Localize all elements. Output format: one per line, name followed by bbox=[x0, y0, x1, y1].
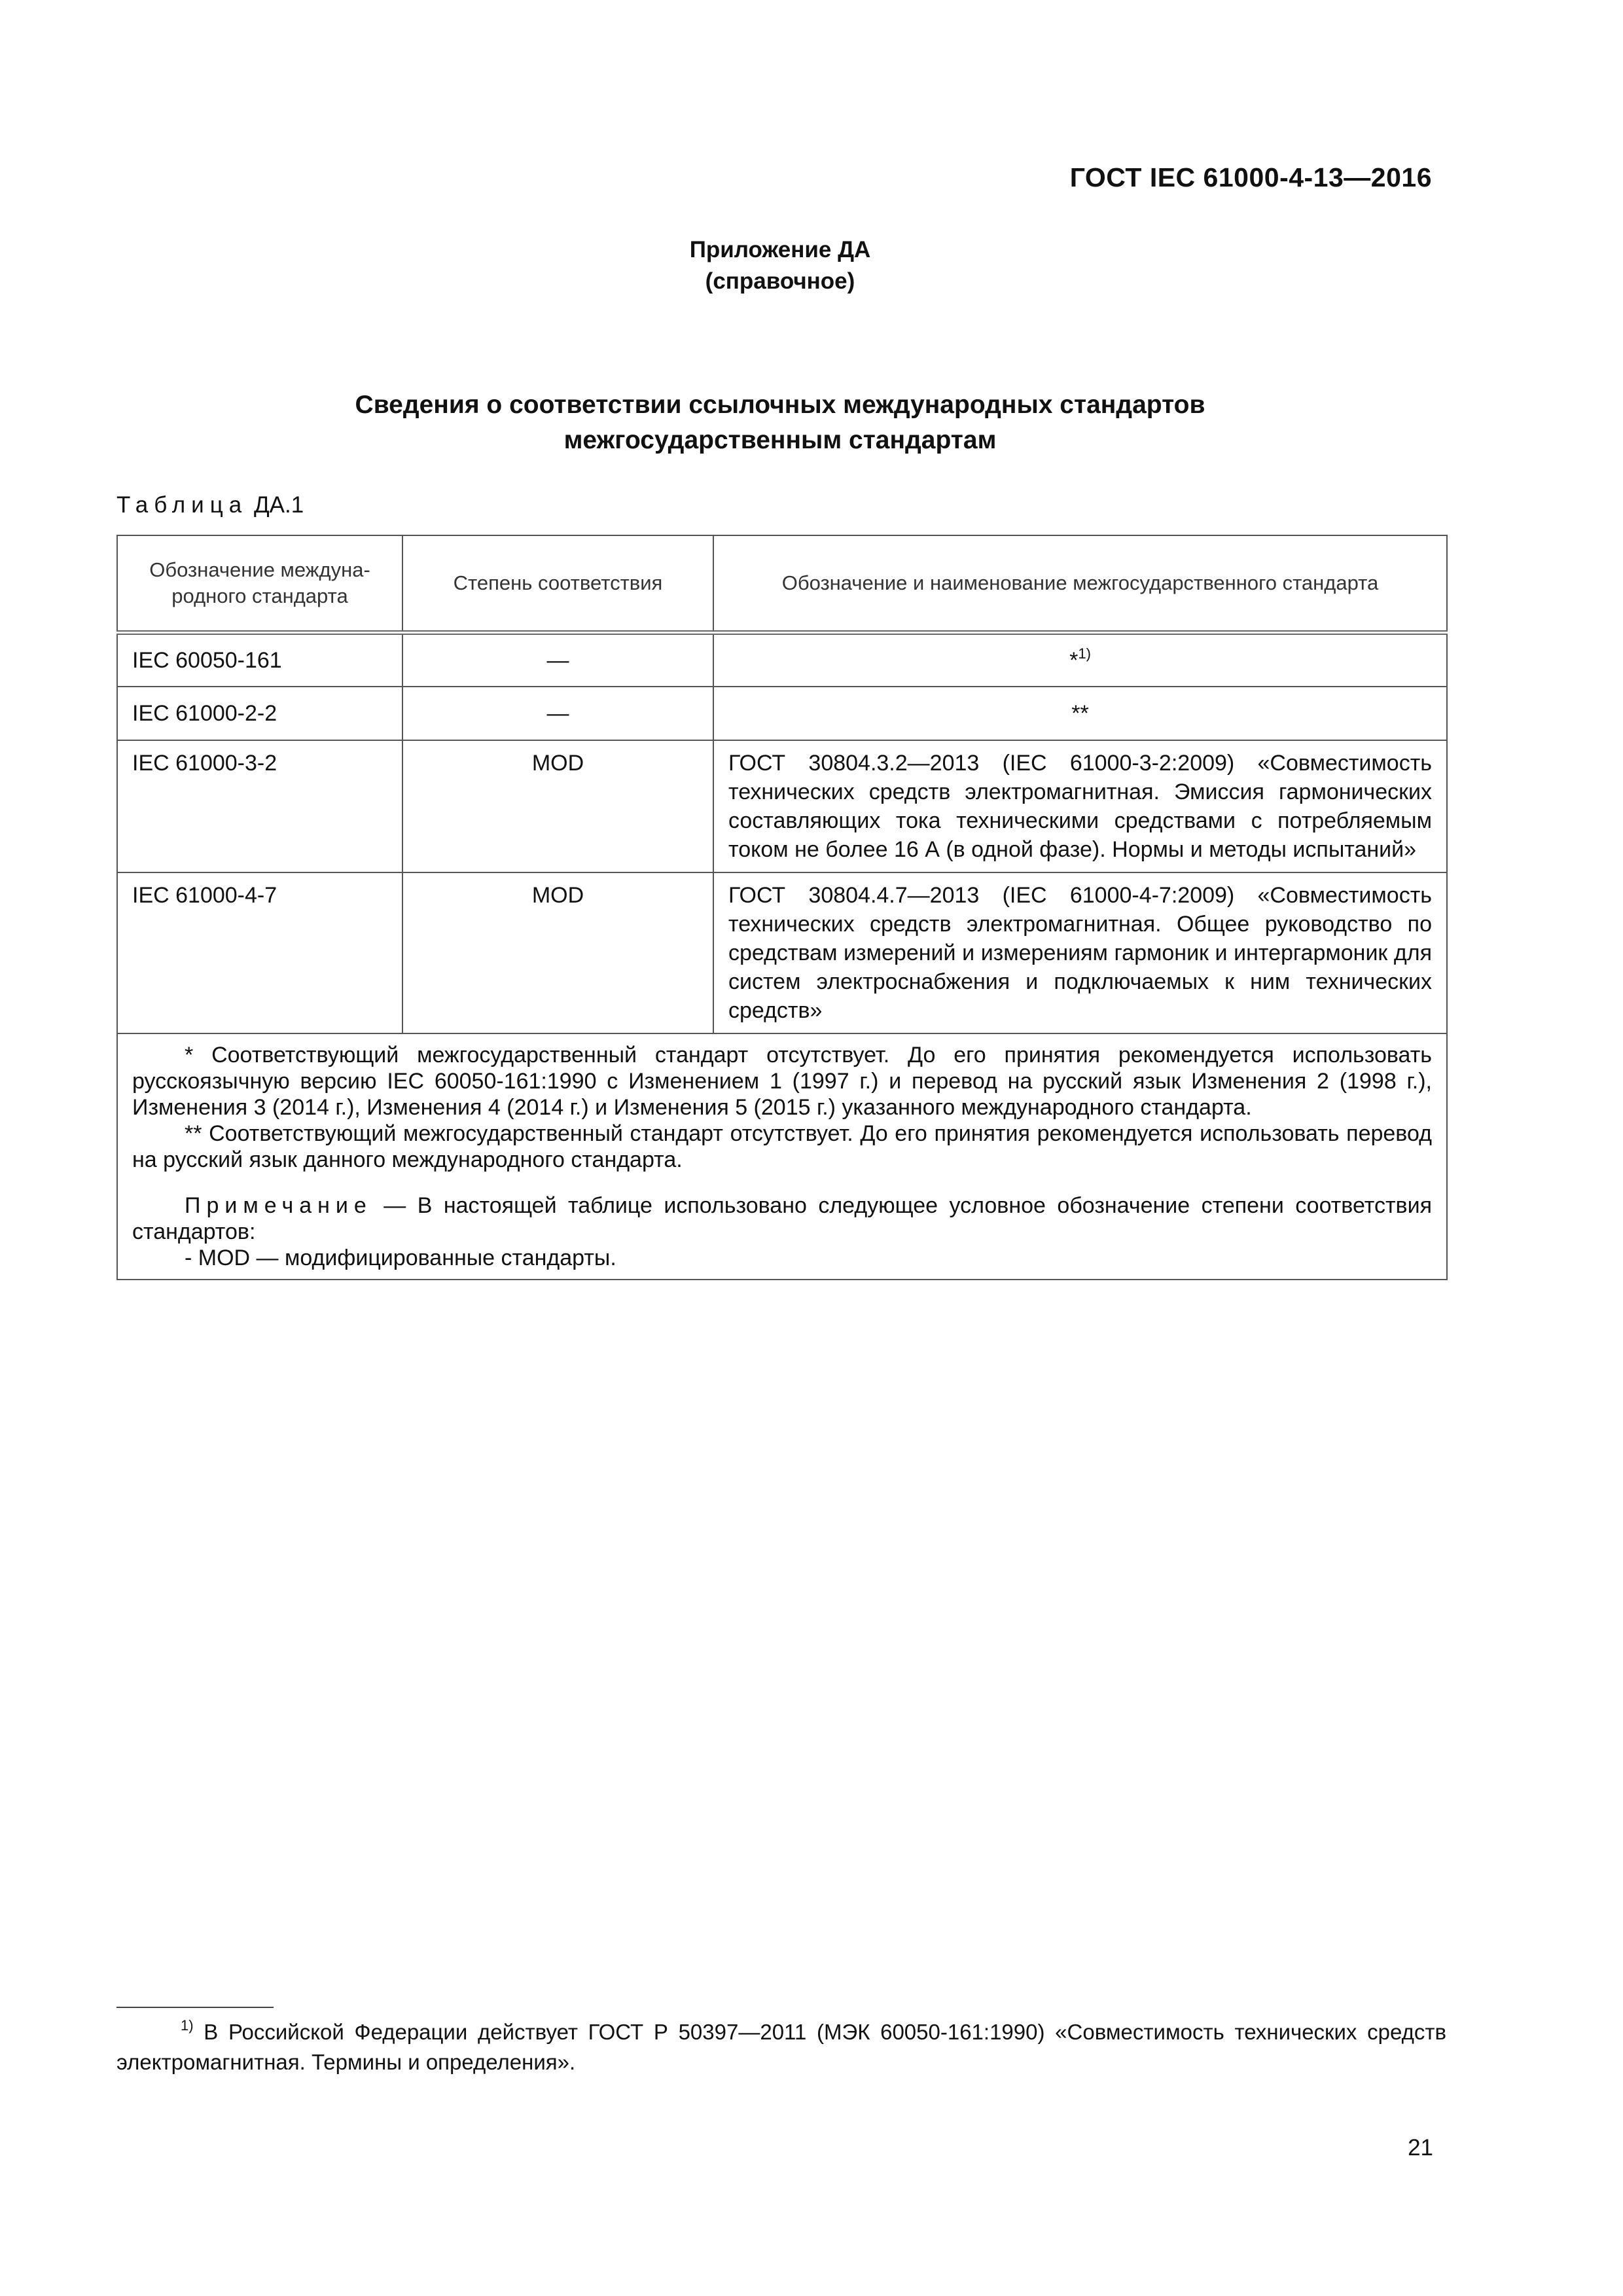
header-degree-of-correspondence: Степень соответствия bbox=[402, 535, 713, 633]
table-caption-word: Таблица bbox=[116, 492, 248, 518]
header-interstate-standard: Обозначение и наименование межгосударственного стандарта bbox=[713, 535, 1447, 633]
interstate-standard-cell: ** bbox=[713, 687, 1447, 740]
international-standard-cell: IEC 60050-161 bbox=[117, 633, 402, 687]
annex-heading bbox=[0, 234, 1560, 297]
footnote-marker: 1) bbox=[181, 2017, 194, 2034]
table-caption bbox=[116, 492, 304, 518]
footnote-text: В Российской Федерации действует ГОСТ Р 50397—2011 (МЭК 60050-161:1990) «Совместимость технических средств электромагнитная. Термины и определения». bbox=[116, 2020, 1446, 2074]
note-label: Примечание bbox=[185, 1193, 372, 1218]
double-star-note: ** Соответствующий межгосударственный стандарт отсутствует. До его принятия рекомендуется использовать перевод на русский язык данного международного стандарта. bbox=[132, 1121, 1432, 1172]
section-title-line-1: Сведения о соответствии ссылочных международных стандартов bbox=[355, 391, 1205, 419]
note-paragraph bbox=[132, 1193, 1432, 1245]
footnote-reference: 1) bbox=[1078, 645, 1091, 662]
annex-subtitle: (справочное) bbox=[705, 268, 855, 294]
interstate-standard-cell: ГОСТ 30804.4.7—2013 (IEC 61000-4-7:2009) «Совместимость технических средств электромагнитная. Общее руководство по средствам измерений и измерениям гармоник и интергармоник для систем электроснабжения и подключаемых к ним технических средств» bbox=[713, 872, 1447, 1033]
table-caption-number: ДА.1 bbox=[253, 492, 304, 518]
international-standard-cell: IEC 61000-2-2 bbox=[117, 687, 402, 740]
table-row bbox=[117, 687, 1447, 740]
section-title bbox=[0, 387, 1560, 458]
standards-correspondence-table bbox=[116, 535, 1448, 1280]
footnote-paragraph bbox=[116, 2017, 1446, 2077]
table-notes-row bbox=[117, 1033, 1447, 1280]
section-title-line-2: межгосударственным стандартам bbox=[563, 426, 997, 454]
interstate-standard-cell bbox=[713, 633, 1447, 687]
footnote bbox=[116, 2017, 1446, 2077]
footnote-divider bbox=[116, 2007, 274, 2008]
note-text: — В настоящей таблице использовано следующее условное обозначение степени соответствия стандартов: bbox=[132, 1193, 1432, 1244]
table-row bbox=[117, 872, 1447, 1033]
note-block bbox=[132, 1193, 1432, 1271]
page-number: 21 bbox=[1408, 2135, 1433, 2161]
table-notes bbox=[117, 1033, 1447, 1280]
annex-title: Приложение ДА bbox=[689, 237, 871, 262]
interstate-standard-cell: ГОСТ 30804.3.2—2013 (IEC 61000-3-2:2009) «Совместимость технических средств электромагнитная. Эмиссия гармонических составляющих тока техническими средствами с потребляемым током не более 16 А (в одной фазе). Нормы и методы испытаний» bbox=[713, 740, 1447, 872]
interstate-standard-text: * bbox=[1069, 647, 1079, 673]
table-row bbox=[117, 633, 1447, 687]
single-star-note: * Соответствующий межгосударственный стандарт отсутствует. До его принятия рекомендуется использовать русскоязычную версию IEC 60050-161:1990 с Изменением 1 (1997 г.) и перевод на русский язык Изменения 2 (1998 г.), Изменения 3 (2014 г.), Изменения 4 (2014 г.) и Изменения 5 (2015 г.) указанного международного стандарта. bbox=[132, 1042, 1432, 1120]
note-list-item: - MOD — модифицированные стандарты. bbox=[185, 1245, 616, 1270]
table-row bbox=[117, 740, 1447, 872]
degree-cell: MOD bbox=[402, 872, 713, 1033]
degree-cell: — bbox=[402, 687, 713, 740]
international-standard-cell: IEC 61000-3-2 bbox=[117, 740, 402, 872]
header-international-standard: Обозначение междуна-родного стандарта bbox=[117, 535, 402, 633]
degree-cell: MOD bbox=[402, 740, 713, 872]
table-header-row bbox=[117, 535, 1447, 633]
document-code: ГОСТ IEC 61000-4-13—2016 bbox=[1069, 162, 1432, 192]
international-standard-cell: IEC 61000-4-7 bbox=[117, 872, 402, 1033]
degree-cell: — bbox=[402, 633, 713, 687]
